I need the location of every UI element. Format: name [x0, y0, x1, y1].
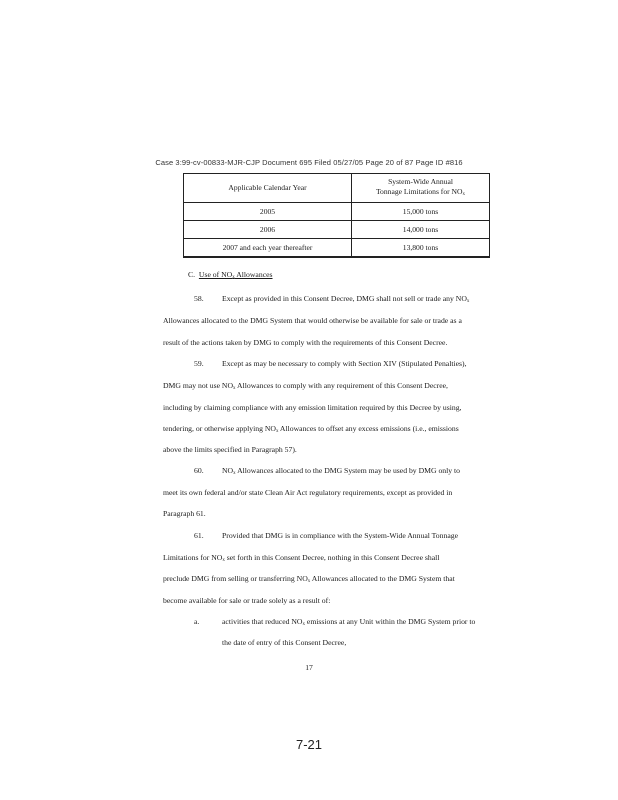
subscript-x: x	[307, 579, 311, 584]
paragraph-text: NO	[222, 466, 234, 475]
paragraph-60-line: Paragraph 61.	[163, 509, 206, 518]
paragraph-58-line: result of the actions taken by DMG to comply with the requirements of this Consent Decree.	[163, 338, 448, 347]
paragraph-text: tendering, or otherwise applying NO	[163, 424, 276, 433]
table-row	[184, 203, 490, 221]
paragraph-59-line	[163, 381, 448, 394]
row-year: 2006	[184, 221, 352, 239]
item-a-line: the date of entry of this Consent Decree,	[222, 638, 347, 647]
col-year-header: Applicable Calendar Year	[184, 174, 352, 203]
page-number: 17	[305, 663, 313, 672]
col-limit-header-line1: System-Wide Annual	[388, 176, 453, 186]
paragraph-text: set forth in this Consent Decree, nothing in this Consent Decree shall	[224, 553, 440, 562]
paragraph-text: activities that reduced NO	[222, 617, 303, 626]
paragraph-61-line	[163, 574, 455, 587]
table-row	[184, 239, 490, 258]
case-header: Case 3:99-cv-00833-MJR-CJP Document 695 Filed 05/27/05 Page 20 of 87 Page ID #816	[155, 158, 463, 167]
row-limit: 14,000 tons	[352, 221, 490, 239]
section-title-text: Use of NO	[198, 270, 233, 279]
paragraph-text: Allowances allocated to the DMG System that	[310, 574, 455, 583]
paragraph-text: Allowances to comply with any requirement of this Consent Decree,	[235, 381, 448, 390]
paragraph-number: 59.	[194, 359, 204, 368]
section-title	[199, 270, 273, 279]
subscript-x: x	[302, 622, 305, 627]
paragraph-text: Allowances to offset any excess emissions (i.e., emissions	[278, 424, 459, 433]
paragraph-text: emissions at any Unit within the DMG System prior to	[304, 617, 476, 626]
paragraph-text: Allowances allocated to the DMG System may be used by DMG only to	[235, 466, 461, 475]
paragraph-61-line	[163, 553, 439, 566]
row-limit: 13,800 tons	[352, 239, 490, 258]
paragraph-text: Except as provided in this Consent Decree, DMG shall not sell or trade any NO	[222, 294, 467, 303]
paragraph-number: 58.	[194, 294, 204, 303]
subscript-x: x	[222, 558, 225, 563]
nox-limits-table	[183, 173, 490, 258]
paragraph-58-line	[194, 294, 469, 307]
paragraph-61-line	[194, 531, 458, 541]
paragraph-text: Provided that DMG is in compliance with the System-Wide Annual Tonnage	[222, 531, 459, 540]
paragraph-59-line: above the limits specified in Paragraph 57).	[163, 445, 297, 454]
paragraph-59-line	[163, 424, 459, 437]
section-heading	[188, 270, 273, 283]
paragraph-61-line: become available for sale or trade solely as a result of:	[163, 596, 331, 605]
paragraph-text: Except as may be necessary to comply with Section XIV (Stipulated Penalties),	[222, 359, 467, 368]
item-label: a.	[194, 617, 200, 626]
paragraph-60-line: meet its own federal and/or state Clean Air Act regulatory requirements, except as provided in	[163, 488, 453, 497]
footer-page-label: 7-21	[295, 737, 323, 752]
subscript-x: x	[233, 386, 236, 391]
col-limit-header-line2: Tonnage Limitations for NO	[375, 186, 463, 196]
row-limit: 15,000 tons	[352, 203, 490, 221]
table-header-row	[184, 174, 490, 203]
paragraph-60-line	[194, 466, 460, 479]
paragraph-59-line: including by claiming compliance with any emission limitation required by this Decree by using,	[163, 403, 462, 412]
section-letter: C.	[188, 270, 196, 279]
paragraph-text: Limitations for NO	[163, 553, 223, 562]
paragraph-number: 60.	[194, 466, 204, 475]
row-year: 2007 and each year thereafter	[184, 239, 352, 258]
row-year: 2005	[184, 203, 352, 221]
subscript-x: x	[462, 191, 466, 197]
table-row	[184, 221, 490, 239]
section-title-text-end: Allowances	[234, 270, 273, 279]
paragraph-59-line	[194, 359, 467, 369]
subscript-x: x	[466, 299, 470, 304]
paragraph-number: 61.	[194, 531, 204, 540]
subscript-x: x	[275, 429, 279, 434]
subscript-x: x	[233, 471, 236, 476]
subscript-x: x	[232, 275, 235, 280]
paragraph-58-line: Allowances allocated to the DMG System that would otherwise be available for sale or trade as a	[163, 316, 462, 325]
paragraph-text: DMG may not use NO	[163, 381, 234, 390]
item-a-line	[194, 617, 475, 630]
col-limit-header	[352, 174, 490, 203]
paragraph-text: preclude DMG from selling or transferring NO	[163, 574, 308, 583]
